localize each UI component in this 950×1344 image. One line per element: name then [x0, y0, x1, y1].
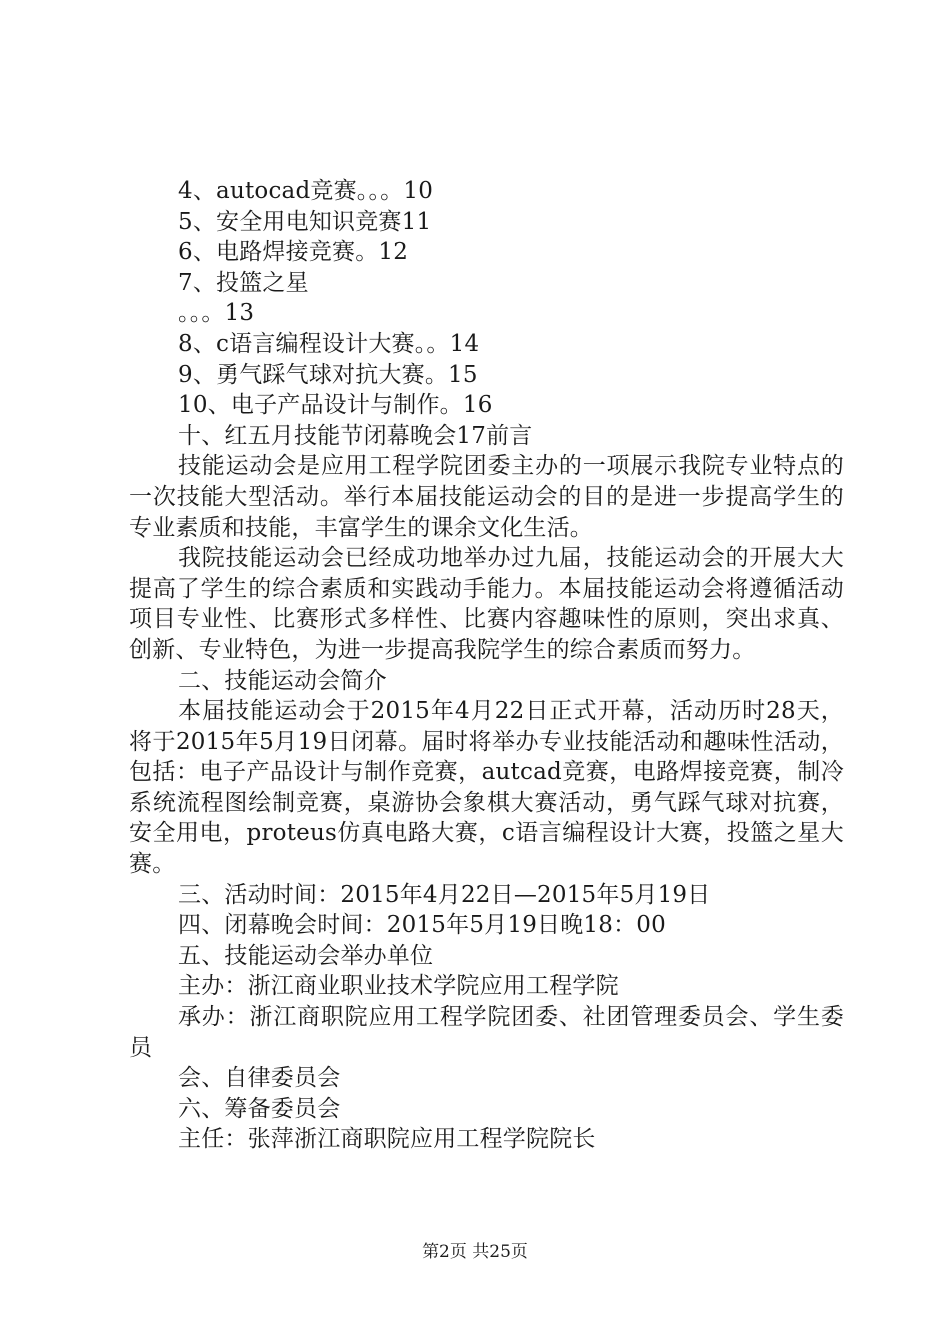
committee-director: 主任：张萍浙江商职院应用工程学院院长 [178, 1126, 596, 1153]
closing-party-time: 四、闭幕晚会时间：2015年5月19日晚18：00 [178, 912, 666, 939]
document-body [129, 176, 844, 1155]
toc-item: 9、勇气踩气球对抗大赛。15 [178, 361, 478, 388]
toc-item: 。。。13 [178, 300, 255, 327]
host-organizer: 主办：浙江商业职业技术学院应用工程学院 [178, 973, 619, 1000]
toc-item: 10、电子产品设计与制作。16 [178, 392, 493, 419]
toc-item: 5、安全用电知识竞赛11 [178, 208, 432, 235]
page-footer: 第2页 共25页 [422, 1242, 528, 1262]
toc-item: 十、红五月技能节闭幕晚会17前言 [178, 422, 533, 449]
preface-paragraph-2: 我院技能运动会已经成功地举办过九届，技能运动会的开展大大提高了学生的综合素质和实践动手能力。本届技能运动会将遵循活动项目专业性、比赛形式多样性、比赛内容趣味性的原则，突出求真、创新、专业特色，为进一步提高我院学生的综合素质而努力。 [129, 545, 844, 663]
toc-item: 6、电路焊接竞赛。12 [178, 239, 409, 266]
undertaker-continuation: 会、自律委员会 [178, 1065, 341, 1092]
toc-item: 8、c语言编程设计大赛。。14 [178, 330, 480, 357]
organizers-heading: 五、技能运动会举办单位 [178, 942, 434, 969]
undertaker-organizer: 承办：浙江商职院应用工程学院团委、社团管理委员会、学生委员 [129, 1004, 844, 1061]
intro-heading: 二、技能运动会简介 [178, 667, 387, 694]
toc-item: 7、投篮之星 [178, 269, 309, 296]
toc-item: 4、autocad竞赛。。。10 [178, 178, 434, 204]
committee-heading: 六、筹备委员会 [178, 1095, 341, 1122]
activity-time: 三、活动时间：2015年4月22日—2015年5月19日 [178, 881, 711, 908]
intro-paragraph: 本届技能运动会于2015年4月22日正式开幕，活动历时28天，将于2015年5月19日闭幕。届时将举办专业技能活动和趣味性活动，包括：电子产品设计与制作竞赛，autcad竞赛，电路焊接竞赛，制冷系统流程图绘制竞赛，桌游协会象棋大赛活动，勇气踩气球对抗赛，安全用电，proteus仿真电路大赛，c语言编程设计大赛，投篮之星大赛。 [129, 698, 844, 878]
preface-paragraph-1: 技能运动会是应用工程学院团委主办的一项展示我院专业特点的一次技能大型活动。举行本届技能运动会的目的是进一步提高学生的专业素质和技能，丰富学生的课余文化生活。 [129, 453, 844, 541]
